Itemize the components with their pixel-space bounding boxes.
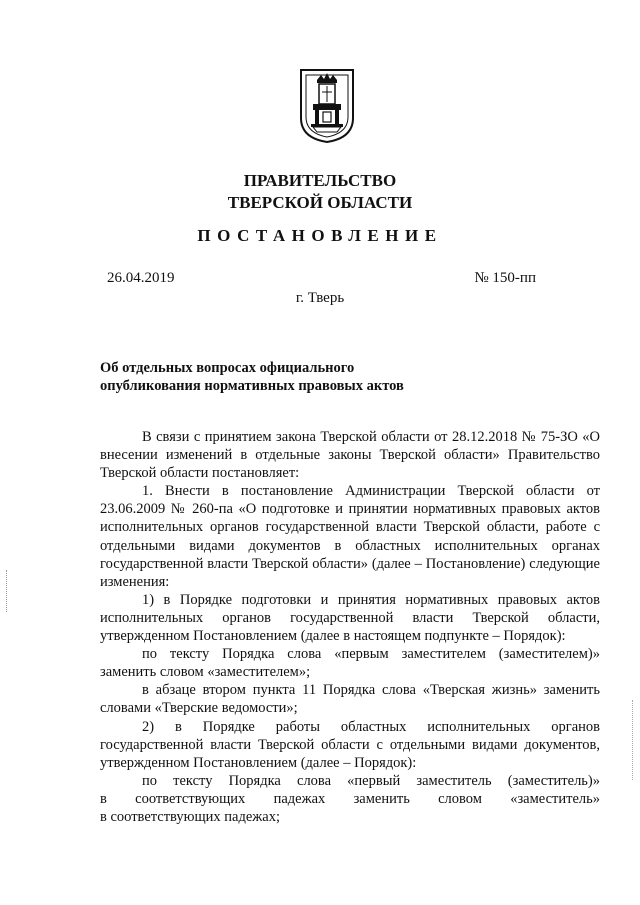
- tver-coat-of-arms-icon: [297, 66, 357, 144]
- document-title: [100, 359, 520, 395]
- paragraph-preamble: В связи с принятием закона Тверской области от 28.12.2018 № 75-ЗО «О внесении изменений в отдельные законы Тверской области» Правительство Тверской области постановляет:: [100, 429, 600, 482]
- document-type: ПОСТАНОВЛЕНИЕ: [197, 226, 443, 245]
- paragraph-subitem-1: 1) в Порядке подготовки и принятия нормативных правовых актов исполнительных органов государственной власти Тверской области, утвержденном Постановлением (далее в настоящем подпункте – Порядок):: [100, 591, 600, 645]
- document-body: [100, 428, 600, 826]
- document-number: № 150-пп: [474, 270, 536, 286]
- scan-margin-mark: [6, 570, 9, 612]
- paragraph-amendment-1: по тексту Порядка слова «первым заместителем (заместителем)» заменить словом «заместителем»;: [100, 646, 600, 681]
- paragraph-amendment-3-line-1: по тексту Порядка слова «первый заместитель (заместитель)»: [142, 772, 600, 789]
- title-line-2: опубликования нормативных правовых актов: [100, 378, 404, 394]
- org-line-2: ТВЕРСКОЙ ОБЛАСТИ: [227, 193, 413, 212]
- paragraph-amendment-3-line-2: в соответствующих падежах заменить словом «заместитель»: [100, 790, 600, 807]
- document-city: г. Тверь: [295, 290, 345, 306]
- paragraph-amendment-3-line-3: в соответствующих падежах;: [100, 808, 281, 825]
- paragraph-amendment-2: в абзаце втором пункта 11 Порядка слова «Тверская жизнь» заменить словами «Тверские ведомости»;: [100, 682, 600, 717]
- title-line-1: Об отдельных вопросах официального: [100, 360, 355, 376]
- organization-name: [0, 170, 640, 214]
- org-line-1: ПРАВИТЕЛЬСТВО: [243, 171, 397, 190]
- document-date: 26.04.2019: [107, 270, 175, 286]
- scan-edge-mark: [632, 700, 635, 780]
- paragraph-subitem-2: 2) в Порядке работы областных исполнительных органов государственной власти Тверской области с отдельными видами документов, утвержденном Постановлением (далее – Порядок):: [100, 718, 600, 771]
- paragraph-item-1: 1. Внести в постановление Администрации Тверской области от 23.06.2009 № 260-па «О подготовке и принятии нормативных правовых актов исполнительных органов государственной власти Тверской области, работе с отдельными видами документов в областных исполнительных органах государственной власти Тверской области» (далее – Постановление) следующие изменения:: [100, 483, 600, 590]
